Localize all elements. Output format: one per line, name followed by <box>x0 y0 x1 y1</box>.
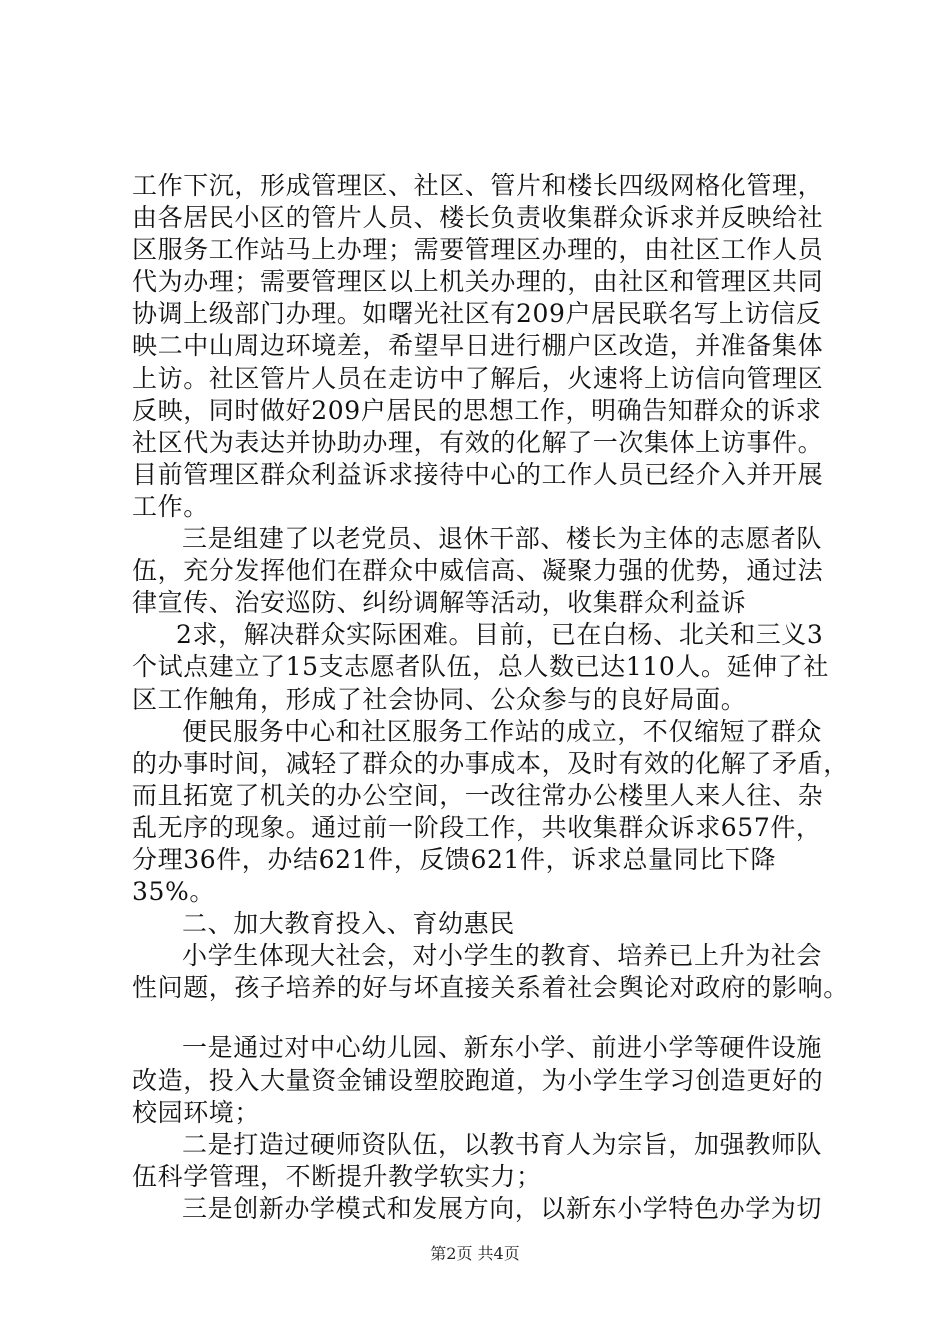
text-line: 社区代为表达并协助办理，有效的化解了一次集体上访事件。 <box>132 427 824 457</box>
paragraph-start-line: 三是组建了以老党员、退休干部、楼长为主体的志愿者队 <box>182 524 823 554</box>
text-line: 而且拓宽了机关的办公空间，一改往常办公楼里人来人往、杂 <box>132 780 824 810</box>
paragraph-start-line: 便民服务中心和社区服务工作站的成立，不仅缩短了群众 <box>182 716 823 746</box>
text-line: 工作下沉，形成管理区、社区、管片和楼长四级网格化管理， <box>132 171 824 200</box>
text-line: 工作。 <box>132 491 209 521</box>
text-line: 2求，解决群众实际困难。目前，已在白杨、北关和三义3 <box>176 620 824 650</box>
text-line: 校园环境； <box>132 1097 261 1127</box>
text-line: 分理36件，办结621件，反馈621件，诉求总量同比下降 <box>132 844 777 874</box>
text-line: 伍，充分发挥他们在群众中威信高、凝聚力强的优势，通过法 <box>132 556 824 586</box>
text-line: 目前管理区群众利益诉求接待中心的工作人员已经介入并开展 <box>132 459 824 489</box>
text-line: 伍科学管理，不断提升教学软实力； <box>132 1161 542 1191</box>
text-line: 乱无序的现象。通过前一阶段工作，共收集群众诉求657件， <box>132 812 822 842</box>
text-line: 上访。社区管片人员在走访中了解后，火速将上访信向管理区 <box>132 363 824 393</box>
text-line: 代为办理；需要管理区以上机关办理的，由社区和管理区共同 <box>132 267 824 297</box>
text-line: 35%。 <box>132 877 215 907</box>
text-line: 由各居民小区的管片人员、楼长负责收集群众诉求并反映给社 <box>132 203 824 233</box>
text-line: 区工作触角，形成了社会协同、公众参与的良好局面。 <box>132 684 747 714</box>
page-footer: 第2页 共4页 <box>430 1244 520 1263</box>
paragraph-start-line: 小学生体现大社会，对小学生的教育、培养已上升为社会 <box>182 941 823 971</box>
text-line: 映二中山周边环境差，希望早日进行棚户区改造，并准备集体 <box>132 331 824 361</box>
text-line: 改造，投入大量资金铺设塑胶跑道，为小学生学习创造更好的 <box>132 1065 824 1095</box>
text-line: 性问题，孩子培养的好与坏直接关系着社会舆论对政府的影响。 <box>132 973 849 1003</box>
text-line: 律宣传、治安巡防、纠纷调解等活动，收集群众利益诉 <box>132 588 747 618</box>
text-line: 的办事时间，减轻了群众的办事成本，及时有效的化解了矛盾， <box>132 748 849 778</box>
paragraph-start-line: 一是通过对中心幼儿园、新东小学、前进小学等硬件设施 <box>182 1033 823 1063</box>
blank-line <box>132 1004 862 1032</box>
body-text <box>132 170 862 1225</box>
text-line: 个试点建立了15支志愿者队伍，总人数已达110人。延伸了社 <box>132 652 829 682</box>
text-line: 协调上级部门办理。如曙光社区有209户居民联名写上访信反 <box>132 299 822 329</box>
text-line: 反映，同时做好209户居民的思想工作，明确告知群众的诉求 <box>132 395 822 425</box>
section-heading: 二、加大教育投入、育幼惠民 <box>182 909 515 939</box>
paragraph-start-line: 三是创新办学模式和发展方向，以新东小学特色办学为切 <box>182 1193 823 1223</box>
paragraph-start-line: 二是打造过硬师资队伍，以教书育人为宗旨，加强教师队 <box>182 1129 823 1159</box>
text-line: 区服务工作站马上办理；需要管理区办理的，由社区工作人员 <box>132 235 824 265</box>
